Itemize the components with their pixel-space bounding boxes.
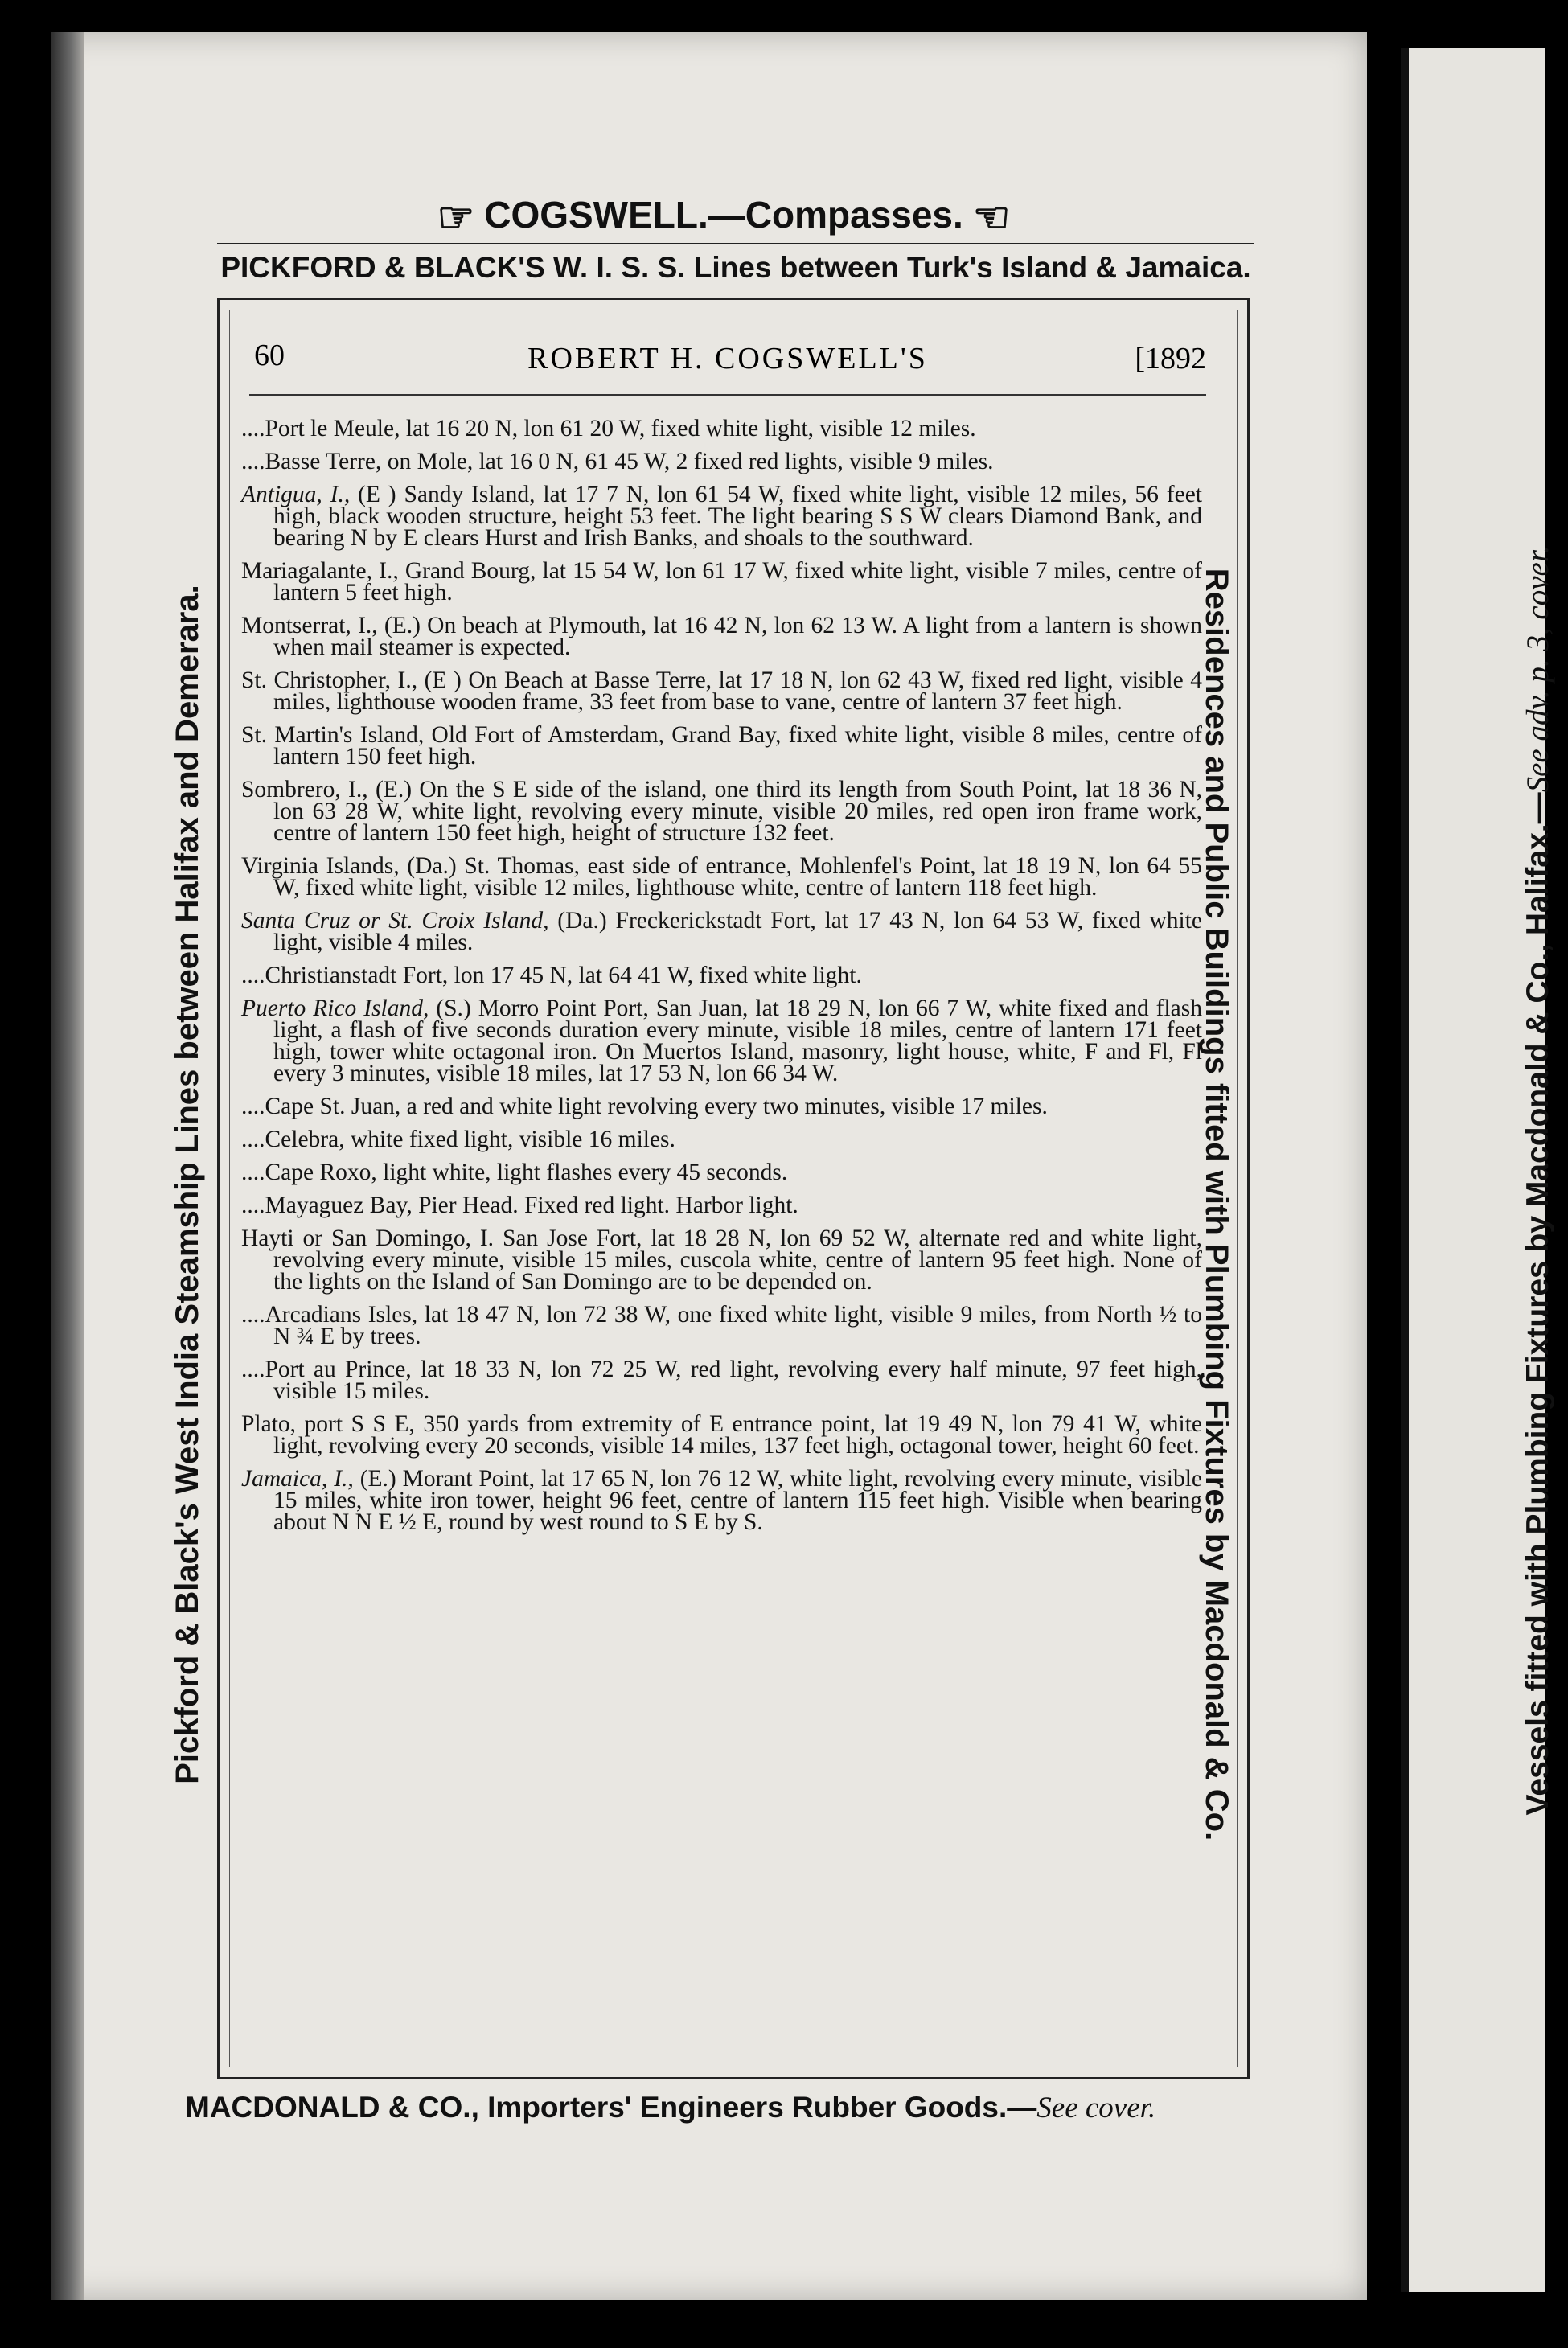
- far-right-advert-see: See adv. p. 3, cover.: [1521, 545, 1555, 793]
- top-advert: [193, 193, 1254, 242]
- book-binding: [51, 32, 84, 2300]
- list-item: Antigua, I., (E ) Sandy Island, lat 17 7 N, lon 61 54 W, fixed white light, visible 12 miles, 56 feet high, black wooden structure, height 53 feet. The light bearing S S W clears Diamond Bank, and bearing N by E clears Hurst and Irish Banks, and shoals to the southward.: [241, 482, 1202, 551]
- right-side-advert: Residences and Public Buildings fitted with Plumbing Fixtures by Macdonald & Co.: [1199, 568, 1234, 1841]
- left-side-advert: Pickford & Black's West India Steamship Lines between Halifax and Demerara.: [170, 585, 205, 1784]
- list-item: ....Arcadians Isles, lat 18 47 N, lon 72 38 W, one fixed white light, visible 9 miles, from North ½ to N ¾ E by trees.: [241, 1302, 1202, 1349]
- second-advert: PICKFORD & BLACK'S W. I. S. S. Lines between Turk's Island & Jamaica.: [217, 243, 1254, 285]
- list-item: ....Port au Prince, lat 18 33 N, lon 72 25 W, red light, revolving every half minute, 97 feet high, visible 15 miles.: [241, 1357, 1202, 1404]
- bottom-advert-cover: See cover.: [1036, 2091, 1156, 2124]
- page-header: [249, 338, 1206, 396]
- list-item: ....Basse Terre, on Mole, lat 16 0 N, 61 45 W, 2 fixed red lights, visible 9 miles.: [241, 449, 994, 474]
- page-year: [1892: [1135, 342, 1206, 376]
- list-item: ....Mayaguez Bay, Pier Head. Fixed red light. Harbor light.: [241, 1192, 798, 1218]
- list-item: Montserrat, I., (E.) On beach at Plymouth, lat 16 42 N, lon 62 13 W. A light from a lantern is shown when mail steamer is expected.: [241, 613, 1202, 660]
- lighthouse-list: [241, 418, 1202, 1545]
- bottom-advert: [185, 2091, 1262, 2125]
- list-item: St. Christopher, I., (E ) On Beach at Basse Terre, lat 17 18 N, lon 62 43 W, fixed red light, visible 4 miles, lighthouse wooden frame, 33 feet from base to vane, centre of lantern 37 feet high.: [241, 667, 1202, 715]
- list-item: Plato, port S S E, 350 yards from extremity of E entrance point, lat 19 49 N, lon 79 41 W, white light, revolving every 20 seconds, visible 14 miles, 137 feet high, octagonal tower, height 60 feet.: [241, 1411, 1202, 1459]
- list-item: Virginia Islands, (Da.) St. Thomas, east side of entrance, Mohlenfel's Point, lat 18 19 N, lon 64 55 W, fixed white light, visible 12 miles, lighthouse white, centre of lantern 118 feet high.: [241, 853, 1202, 901]
- list-item: Sombrero, I., (E.) On the S E side of the island, one third its length from South Point, lat 18 36 N, lon 63 28 W, white light, revolving every minute, visible 20 miles, red open iron frame work, centre of lantern 150 feet high, height of structure 132 feet.: [241, 777, 1202, 846]
- page-title: ROBERT H. COGSWELL'S: [527, 342, 928, 376]
- page-number: 60: [254, 339, 285, 372]
- list-item: Jamaica, I., (E.) Morant Point, lat 17 65 N, lon 76 12 W, white light, revolving every minute, visible 15 miles, white iron tower, height 96 feet, centre of lantern 115 feet high. Visible when bearing about N N E ½ E, round by west round to S E by S.: [241, 1466, 1202, 1535]
- list-item: Santa Cruz or St. Croix Island, (Da.) Freckerickstadt Fort, lat 17 43 N, lon 64 53 W, fixed white light, visible 4 miles.: [241, 908, 1202, 955]
- bottom-advert-main: MACDONALD & CO., Importers' Engineers Rubber Goods.—: [185, 2091, 1037, 2124]
- list-item: ....Christianstadt Fort, lon 17 45 N, lat 64 41 W, fixed white light.: [241, 963, 862, 988]
- list-item: ....Cape Roxo, light white, light flashes every 45 seconds.: [241, 1160, 788, 1185]
- list-item: St. Martin's Island, Old Fort of Amsterdam, Grand Bay, fixed white light, visible 8 miles, centre of lantern 150 feet high.: [241, 722, 1202, 770]
- list-item: Mariagalante, I., Grand Bourg, lat 15 54 W, lon 61 17 W, fixed white light, visible 7 miles, centre of lantern 5 feet high.: [241, 558, 1202, 605]
- pointing-hand-right-icon: ☜: [972, 194, 1011, 241]
- list-item: Puerto Rico Island, (S.) Morro Point Port, San Juan, lat 18 29 N, lon 66 7 W, white fixed and flash light, a flash of five seconds duration every minute, visible 18 miles, centre of lantern 171 feet high, tower white octagonal iron. On Muertos Island, masonry, light house, white, F and Fl, Fl every 3 minutes, visible 18 miles, lat 17 53 N, lon 66 34 W.: [241, 995, 1202, 1086]
- list-item: Hayti or San Domingo, I. San Jose Fort, lat 18 28 N, lon 69 52 W, alternate red and white light, revolving every minute, visible 15 miles, cuscola white, centre of lantern 95 feet high. None of the lights on the Island of San Domingo are to be depended on.: [241, 1225, 1202, 1295]
- far-right-advert: [1520, 175, 1568, 2186]
- top-advert-text: COGSWELL.—Compasses.: [484, 194, 963, 236]
- pointing-hand-left-icon: ☞: [437, 194, 475, 241]
- far-right-advert-main: Vessels fitted with Plumbing Fixtures by Macdonald & Co., Halifax.—: [1521, 792, 1555, 1816]
- list-item: ....Celebra, white fixed light, visible 16 miles.: [241, 1127, 675, 1152]
- list-item: ....Cape St. Juan, a red and white light revolving every two minutes, visible 17 miles.: [241, 1094, 1048, 1119]
- list-item: ....Port le Meule, lat 16 20 N, lon 61 20 W, fixed white light, visible 12 miles.: [241, 416, 976, 441]
